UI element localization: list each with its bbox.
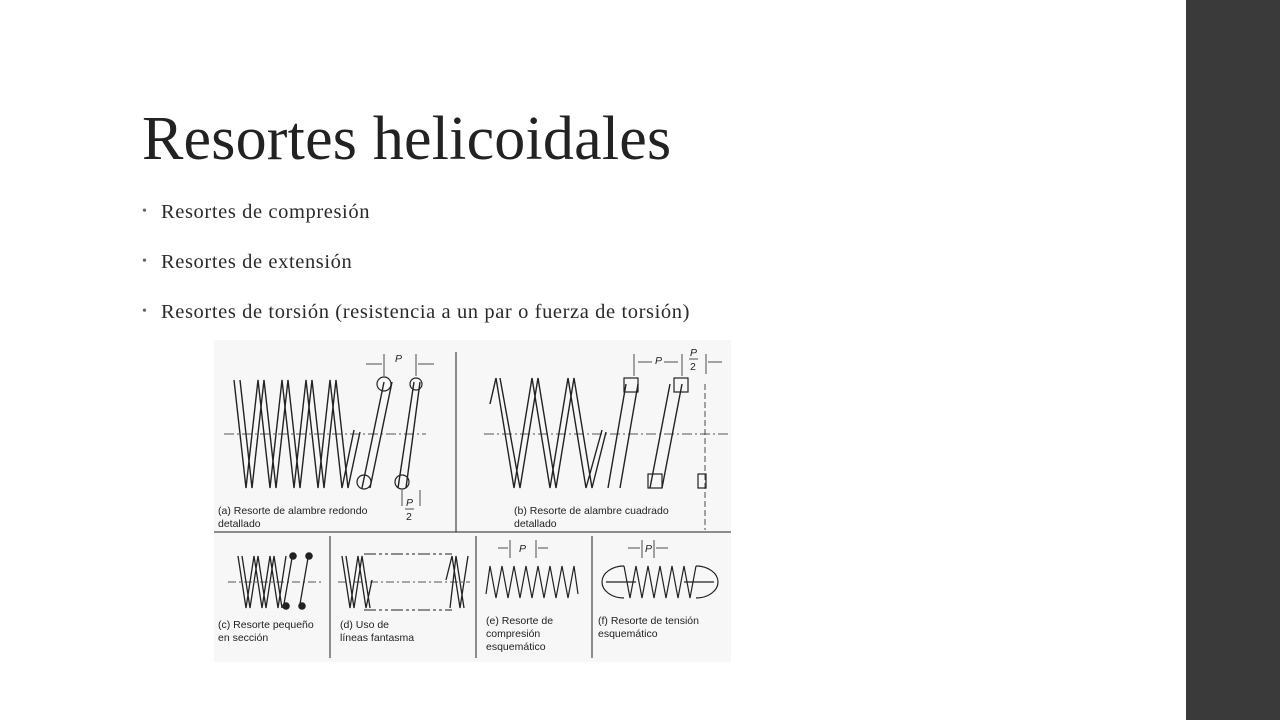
- caption-b-line2: detallado: [514, 518, 557, 530]
- caption-a-line1: (a) Resorte de alambre redondo: [218, 505, 368, 517]
- half-pitch-den-b: 2: [690, 361, 696, 373]
- half-pitch-den: 2: [406, 511, 412, 523]
- bullet-text: Resortes de torsión (resistencia a un par o fuerza de torsión): [161, 301, 691, 323]
- bullet-text: Resortes de compresión: [161, 201, 371, 223]
- bullet-dot-icon: •: [142, 304, 148, 319]
- bullet-item: [142, 198, 690, 248]
- slide-title: Resortes helicoidales: [142, 105, 672, 173]
- right-sidebar-bar: [1186, 0, 1280, 720]
- bullet-text: Resortes de extensión: [161, 251, 353, 273]
- caption-e-line1: (e) Resorte de: [486, 615, 554, 627]
- pitch-label: P: [395, 353, 403, 365]
- caption-f-line1: (f) Resorte de tensión: [598, 615, 699, 627]
- bullet-item: [142, 248, 690, 298]
- bullet-dot-icon: •: [142, 254, 148, 269]
- half-pitch-num: P: [406, 497, 414, 509]
- caption-d-line2: líneas fantasma: [340, 632, 415, 644]
- caption-f-line2: esquemático: [598, 628, 658, 640]
- caption-e-line3: esquemático: [486, 641, 546, 653]
- caption-d-line1: (d) Uso de: [340, 619, 390, 631]
- caption-c-line2: en sección: [218, 632, 269, 644]
- springs-diagram: [214, 340, 731, 662]
- springs-figure: [214, 340, 731, 662]
- pitch-label-f: P: [645, 543, 653, 555]
- caption-c-line1: (c) Resorte pequeño: [218, 619, 314, 631]
- bullet-list: [142, 198, 690, 348]
- half-pitch-num-b: P: [690, 347, 698, 359]
- caption-b-line1: (b) Resorte de alambre cuadrado: [514, 505, 669, 517]
- bullet-dot-icon: •: [142, 204, 148, 219]
- pitch-label-e: P: [519, 543, 527, 555]
- caption-a-line2: detallado: [218, 518, 261, 530]
- caption-e-line2: compresión: [486, 628, 541, 640]
- pitch-label-b: P: [655, 355, 663, 367]
